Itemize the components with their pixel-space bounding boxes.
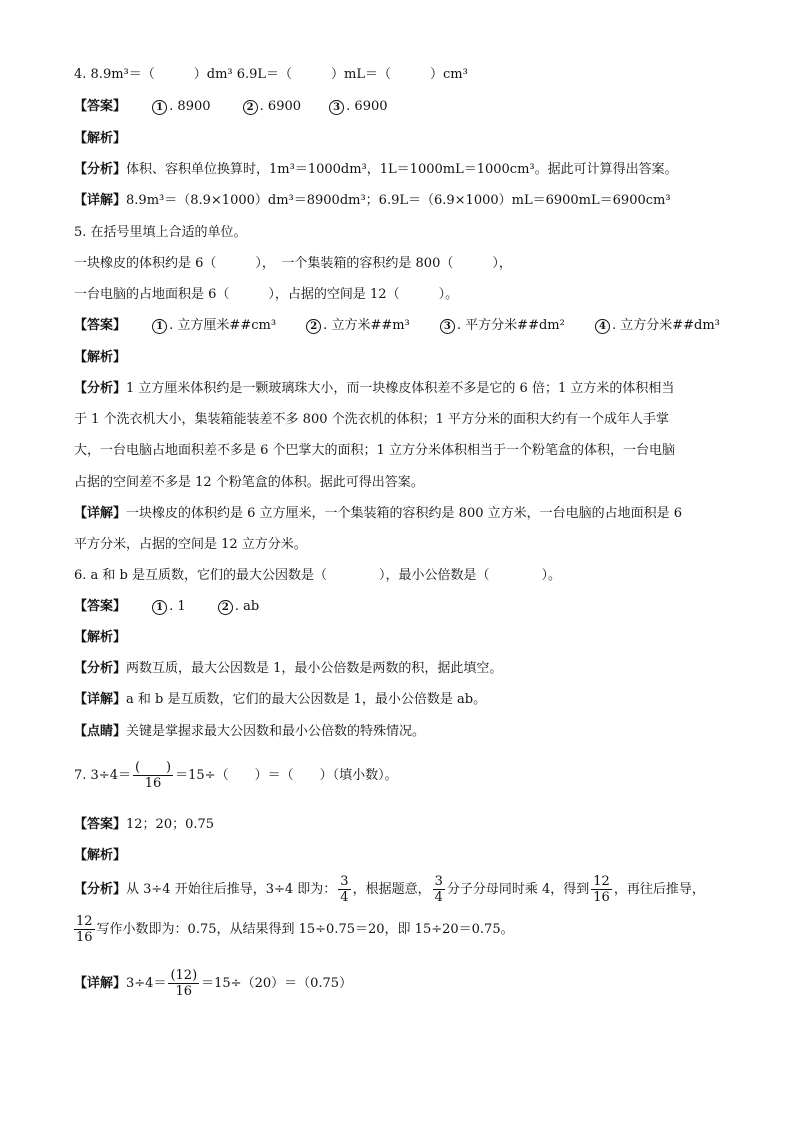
q6-detail bbox=[74, 691, 486, 709]
q7-answer-row bbox=[74, 816, 214, 834]
q7-detail-suffix: ＝15÷（20）＝（0.75） bbox=[201, 976, 353, 991]
detail-label: 【详解】 bbox=[74, 193, 127, 208]
q5-line-1: 一块橡皮的体积约是 6（ ）， 一个集装箱的容积约是 800（ ）， bbox=[74, 256, 512, 271]
fraction-3-4 bbox=[433, 874, 445, 905]
q5-answer-4: 立方分米##dm³ bbox=[620, 318, 720, 333]
fraction-denominator: 16 bbox=[144, 776, 162, 791]
q7-analysis-title: 【解析】 bbox=[74, 848, 127, 863]
analysis-label: 【分析】 bbox=[74, 882, 127, 897]
circled-3-icon: 3 bbox=[329, 100, 344, 115]
answer-label: 【答案】 bbox=[74, 318, 127, 333]
fraction-numerator: ( ) bbox=[134, 760, 172, 775]
answer-label: 【答案】 bbox=[74, 817, 127, 832]
q4-answer-2: 6900 bbox=[267, 99, 302, 114]
fraction-denominator: 4 bbox=[340, 890, 349, 905]
q7-detail bbox=[74, 968, 352, 999]
q7-analysis-line-1 bbox=[74, 874, 705, 905]
q5-analysis-line-3: 大，一台电脑占地面积差不多是 6 个巴掌大的面积；1 立方分米体积相当于一个粉笔盒的体积，一台电脑 bbox=[74, 443, 675, 458]
q6-note bbox=[74, 723, 425, 741]
q7-question-suffix: ＝15÷（ ）＝（ ）（填小数）。 bbox=[175, 768, 398, 783]
circled-1-icon: 1 bbox=[152, 100, 167, 115]
q7-answer-text: 12；20；0.75 bbox=[126, 817, 215, 832]
circled-2-icon: 2 bbox=[218, 600, 233, 615]
fraction-numerator: 3 bbox=[340, 874, 349, 889]
q5-analysis-line-2: 于 1 个洗衣机大小，集装箱能装差不多 800 个洗衣机的体积；1 平方分米的面积大约有一个成年人手掌 bbox=[74, 412, 670, 427]
detail-label: 【详解】 bbox=[74, 976, 127, 991]
q6-answer-2: ab bbox=[243, 599, 260, 614]
q5-analysis-line-4: 占据的空间差不多是 12 个粉笔盒的体积。据此可得出答案。 bbox=[74, 475, 424, 490]
q6-question: 6. a 和 b 是互质数，它们的最大公因数是（ ），最小公倍数是（ ）。 bbox=[74, 568, 562, 583]
q7-detail-fraction bbox=[168, 968, 199, 999]
q6-answer-row: 【答案】 1 . 1 2 . ab bbox=[74, 599, 260, 614]
answer-label: 【答案】 bbox=[74, 599, 127, 614]
q4-detail bbox=[74, 192, 671, 210]
circled-2-icon: 2 bbox=[243, 100, 258, 115]
q7-analysis-part-2: ，根据题意， bbox=[352, 882, 431, 897]
q4-analysis bbox=[74, 161, 678, 179]
q5-detail-line-2: 平方分米，占据的空间是 12 立方分米。 bbox=[74, 537, 307, 552]
q5-detail-line-1 bbox=[74, 505, 682, 523]
analysis-label: 【分析】 bbox=[74, 661, 127, 676]
q5-analysis-text-1: 1 立方厘米体积约是一颗玻璃珠大小，而一块橡皮体积差不多是它的 6 倍；1 立方米的体积相当 bbox=[126, 381, 675, 396]
q6-analysis-title: 【解析】 bbox=[74, 630, 127, 645]
fraction-denominator: 4 bbox=[434, 890, 443, 905]
q6-analysis-text: 两数互质，最大公因数是 1，最小公倍数是两数的积，据此填空。 bbox=[126, 661, 503, 676]
q5-answer-2: 立方米##m³ bbox=[331, 318, 410, 333]
fraction-numerator: (12) bbox=[170, 968, 198, 983]
circled-2-icon: 2 bbox=[306, 319, 321, 334]
q7-question-fraction bbox=[133, 760, 173, 791]
q7-analysis-part-3: 分子分母同时乘 4，得到 bbox=[446, 882, 590, 897]
q6-analysis bbox=[74, 660, 502, 678]
circled-1-icon: 1 bbox=[152, 319, 167, 334]
fraction-numerator: 12 bbox=[76, 914, 93, 929]
q5-question: 5. 在括号里填上合适的单位。 bbox=[74, 225, 247, 240]
q7-question-prefix: 7. 3÷4＝ bbox=[74, 768, 131, 783]
q4-analysis-text: 体积、容积单位换算时，1m³＝1000dm³，1L＝1000mL＝1000cm³。据此可计算得出答案。 bbox=[126, 162, 678, 177]
q7-analysis-part-1: 从 3÷4 开始往后推导，3÷4 即为： bbox=[126, 882, 337, 897]
q4-analysis-title: 【解析】 bbox=[74, 131, 127, 146]
detail-label: 【详解】 bbox=[74, 506, 127, 521]
q7-detail-prefix: 3÷4＝ bbox=[126, 976, 167, 991]
answer-label: 【答案】 bbox=[74, 99, 127, 114]
fraction-numerator: 3 bbox=[434, 874, 443, 889]
circled-3-icon: 3 bbox=[440, 319, 455, 334]
q7-analysis-line-2 bbox=[74, 914, 514, 945]
fraction-denominator: 16 bbox=[175, 984, 193, 999]
note-label: 【点睛】 bbox=[74, 724, 127, 739]
q4-detail-text: 8.9m³＝（8.9×1000）dm³＝8900dm³；6.9L＝（6.9×1000）mL＝6900mL＝6900cm³ bbox=[126, 193, 671, 208]
q7-analysis-part-4: ，再往后推导， bbox=[613, 882, 705, 897]
fraction-denominator: 16 bbox=[593, 890, 610, 905]
q5-answer-1: 立方厘米##cm³ bbox=[177, 318, 277, 333]
fraction-12-16 bbox=[74, 914, 95, 945]
analysis-label: 【分析】 bbox=[74, 381, 127, 396]
q4-answer-1: 8900 bbox=[177, 99, 211, 114]
q6-note-text: 关键是掌握求最大公因数和最小公倍数的特殊情况。 bbox=[126, 724, 426, 739]
q7-question bbox=[74, 760, 398, 791]
analysis-label: 【分析】 bbox=[74, 162, 127, 177]
circled-1-icon: 1 bbox=[152, 600, 167, 615]
fraction-12-16 bbox=[591, 874, 612, 905]
q5-answer-row: 【答案】 1 . 立方厘米##cm³ 2 . 立方米##m³ 3 . 平方分米##dm² 4 . 立方分米##dm³ bbox=[74, 318, 720, 333]
q4-answer-3: 6900 bbox=[354, 99, 388, 114]
q5-analysis-title: 【解析】 bbox=[74, 350, 127, 365]
q5-detail-text-1: 一块橡皮的体积约是 6 立方厘米，一个集装箱的容积约是 800 立方米，一台电脑的占地面积是 6 bbox=[126, 506, 683, 521]
q5-line-2: 一台电脑的占地面积是 6（ ），占据的空间是 12（ ）。 bbox=[74, 287, 459, 302]
q4-question: 4. 8.9m³＝（ ）dm³ 6.9L＝（ ）mL＝（ ）cm³ bbox=[74, 67, 468, 82]
fraction-3-4 bbox=[338, 874, 350, 905]
q6-answer-1: 1 bbox=[177, 599, 186, 614]
q5-analysis-line-1 bbox=[74, 380, 674, 398]
q5-answer-3: 平方分米##dm² bbox=[465, 318, 565, 333]
circled-4-icon: 4 bbox=[595, 319, 610, 334]
q7-analysis-part-5: 写作小数即为：0.75，从结果得到 15÷0.75＝20，即 15÷20＝0.75。 bbox=[96, 922, 514, 937]
q6-detail-text: a 和 b 是互质数，它们的最大公因数是 1，最小公倍数是 ab。 bbox=[126, 692, 487, 707]
fraction-denominator: 16 bbox=[76, 930, 93, 945]
q4-answer-row: 【答案】 1 . 8900 2 . 6900 3 . 6900 bbox=[74, 99, 388, 114]
fraction-numerator: 12 bbox=[593, 874, 610, 889]
detail-label: 【详解】 bbox=[74, 692, 127, 707]
